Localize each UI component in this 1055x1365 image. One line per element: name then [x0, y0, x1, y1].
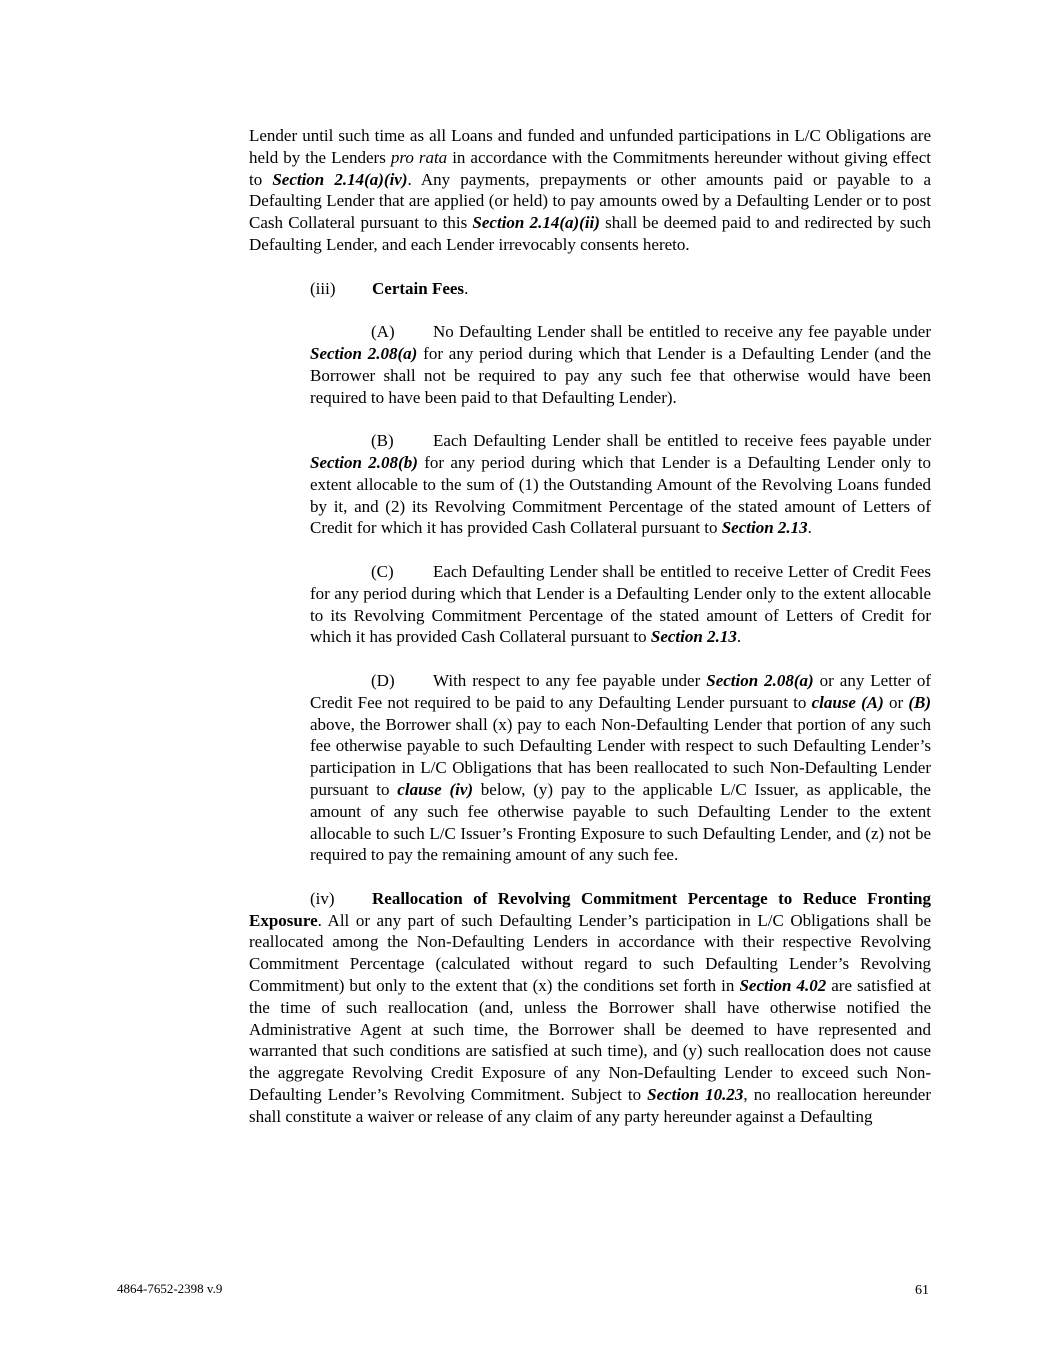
section-ref: Section 2.08(a) [706, 670, 814, 690]
section-ref: Section 2.08(b) [310, 452, 418, 472]
section-ref: Section 2.08(a) [310, 343, 418, 363]
clause-number: (D) [371, 670, 395, 690]
section-ref: Section 2.14(a)(iv) [272, 169, 408, 189]
section-ref: Section 2.13 [721, 518, 808, 538]
section-ref: Section 10.23 [647, 1085, 744, 1105]
section-ref: Section 2.13 [650, 627, 737, 647]
clause-C: (C) Each Defaulting Lender shall be entitled to receive Letter of Credit Fees for any period during which that Lender is a Defaulting Lender only to the extent allocable to its Revolving Commitment Percentage of the stated amount of Letters of Credit for which it has provided Cash Collateral pursuant to Section 2.13. [310, 561, 931, 647]
clause-ref: (B) [908, 692, 931, 712]
clause-D: (D) With respect to any fee payable under Section 2.08(a) or any Letter of Credit Fee not required to be paid to any Defaulting Lender pursuant to clause (A) or (B) above, the Borrower shall (x) pay to each Non-Defaulting Lender that portion of any such fee otherwise payable to such Defaulting Lender with respect to such Defaulting Lender’s participation in L/C Obligations that has been reallocated to such Non-Defaulting Lender pursuant to clause (iv) below, (y) pay to the applicable L/C Issuer, as applicable, the amount of any such fee otherwise payable to such Defaulting Lender to the extent allocable to such L/C Issuer’s Fronting Exposure to such Defaulting Lender, and (z) not be required to pay the remaining amount of any such fee. [310, 670, 931, 865]
document-id: 4864-7652-2398 v.9 [117, 1281, 223, 1296]
section-ref: Section 4.02 [739, 976, 827, 996]
clause-iv: (iv) Reallocation of Revolving Commitment Percentage to Reduce Fronting Exposure. All or any part of such Defaulting Lender’s participation in L/C Obligations shall be reallocated among the Non-Defaulting Lenders in accordance with their respective Revolving Commitment Percentage (calculated without regard to such Defaulting Lender’s Revolving Commitment) but only to the extent that (x) the conditions set forth in Section 4.02 are satisfied at the time of such reallocation (and, unless the Borrower shall have otherwise notified the Administrative Agent at such time, the Borrower shall be deemed to have represented and warranted that such conditions are satisfied at such time), and (y) such reallocation does not cause the aggregate Revolving Credit Exposure of any Non-Defaulting Lender to exceed such Non-Defaulting Lender’s Revolving Commitment. Subject to Section 10.23, no reallocation hereunder shall constitute a waiver or release of any claim of any party hereunder against a Defaulting [249, 888, 931, 1126]
clause-number: (iii) [310, 278, 336, 298]
clause-number: (iv) [310, 888, 335, 908]
page-number: 61 [915, 1283, 929, 1298]
paragraph-continuation: Lender until such time as all Loans and funded and unfunded participations in L/C Obligations are held by the Lenders pro rata in accordance with the Commitments hereunder without giving effect to Section 2.14(a)(iv). Any payments, prepayments or other amounts paid or payable to a Defaulting Lender that are applied (or held) to pay amounts owed by a Defaulting Lender or to post Cash Collateral pursuant to this Section 2.14(a)(ii) shall be deemed paid to and redirected by such Defaulting Lender, and each Lender irrevocably consents hereto. [249, 126, 932, 254]
clause-title: Certain Fees [372, 278, 465, 298]
clause-ref: clause (iv) [397, 779, 474, 799]
clause-ref: clause (A) [811, 692, 884, 712]
clause-A: (A) No Defaulting Lender shall be entitled to receive any fee payable under Section 2.08(a) for any period during which that Lender is a Defaulting Lender (and the Borrower shall not be required to pay any such fee that otherwise would have been required to have been paid to that Defaulting Lender). [310, 322, 931, 407]
clause-iii-heading: (iii) Certain Fees. [310, 278, 469, 298]
clause-number: (B) [371, 431, 394, 451]
pro-rata-term: pro rata [390, 147, 448, 167]
clause-title: Reallocation of Revolving Commitment Percentage to Reduce Fronting Exposure [249, 888, 931, 930]
body-text [249, 125, 931, 1128]
clause-number: (A) [371, 322, 395, 342]
clause-B: (B) Each Defaulting Lender shall be entitled to receive fees payable under Section 2.08(b) for any period during which that Lender is a Defaulting Lender only to extent allocable to the sum of (1) the Outstanding Amount of the Revolving Loans funded by it, and (2) its Revolving Commitment Percentage of the stated amount of Letters of Credit for which it has provided Cash Collateral pursuant to Section 2.13. [310, 431, 931, 538]
section-ref: Section 2.14(a)(ii) [472, 213, 600, 233]
clause-number: (C) [371, 561, 394, 581]
